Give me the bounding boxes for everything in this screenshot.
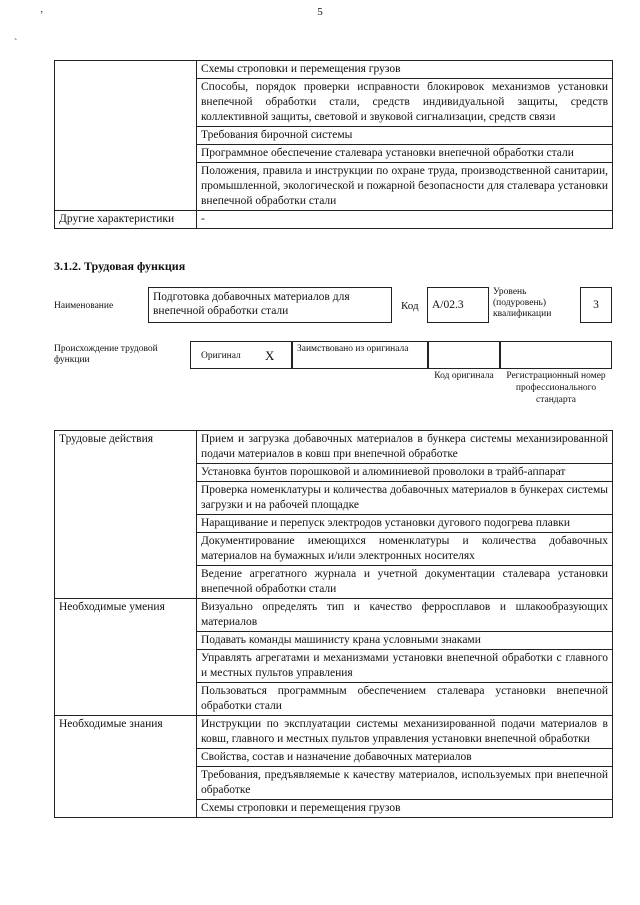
category-cell (55, 61, 197, 211)
registration-number-caption: Регистрационный номер профессионального стандарта (506, 371, 606, 405)
section-title: 3.1.2. Трудовая функция (54, 259, 186, 273)
function-name-box: Подготовка добавочных материалов для внепечной обработки стали (148, 287, 392, 323)
table-cell: Визуально определять тип и качество ферросплавов и шлакообразующих материалов (197, 599, 613, 632)
table-cell: Свойства, состав и назначение добавочных материалов (197, 749, 613, 767)
knowledge-continuation-table (54, 60, 613, 229)
table-cell: Наращивание и перепуск электродов установки дугового подогрева плавки (197, 515, 613, 533)
table-cell: Инструкции по эксплуатации системы механизированной подачи материалов в ковш, главного и местных пультов управления установки внепечной обработки (197, 716, 613, 749)
function-code-box: А/02.3 (427, 287, 489, 323)
table-cell: Требования бирочной системы (197, 127, 613, 145)
table-cell: Управлять агрегатами и механизмами установки внепечной обработки с главного и местных пультов управления (197, 650, 613, 683)
table-row (55, 61, 613, 79)
table-cell: - (197, 211, 613, 229)
original-code-caption: Код оригинала (434, 371, 494, 381)
table-cell: Требования, предъявляемые к качеству материалов, используемых при внепечной обработке (197, 767, 613, 800)
table-row (55, 431, 613, 464)
table-cell: Проверка номенклатуры и количества добавочных материалов в бункерах системы загрузки и на рабочей площадке (197, 482, 613, 515)
qualification-level-box: 3 (580, 287, 612, 323)
code-label: Код (401, 300, 419, 312)
origin-label: Происхождение трудовой функции (54, 344, 158, 365)
original-label: Оригинал (201, 351, 241, 361)
original-box (190, 341, 292, 369)
registration-number-box (500, 341, 612, 369)
margin-mark: ˋ (14, 38, 18, 49)
table-cell: Программное обеспечение сталевара установки внепечной обработки стали (197, 145, 613, 163)
table-cell: Способы, порядок проверки исправности блокировок механизмов установки внепечной обработки стали, средств индивидуальной защиты, средств коллективной защиты, световой и звуковой сигнализации, средств связи (197, 79, 613, 127)
table-cell: Схемы строповки и перемещения грузов (197, 61, 613, 79)
category-cell: Необходимые умения (55, 599, 197, 716)
table-row (55, 716, 613, 749)
table-row (55, 599, 613, 632)
table-cell: Ведение агрегатного журнала и учетной документации сталевара установки внепечной обработки стали (197, 566, 613, 599)
category-cell: Необходимые знания (55, 716, 197, 818)
table-cell: Документирование имеющихся номенклатуры и количества добавочных материалов на бумажных и/или электронных носителях (197, 533, 613, 566)
margin-mark: ʼ (40, 10, 44, 21)
page-number: 5 (317, 6, 323, 18)
table-cell: Прием и загрузка добавочных материалов в бункера системы механизированной подачи материалов в ковш при внепечной обработке (197, 431, 613, 464)
table-cell: Установка бунтов порошковой и алюминиевой проволоки в трайб-аппарат (197, 464, 613, 482)
table-cell: Схемы строповки и перемещения грузов (197, 800, 613, 818)
original-mark: X (265, 348, 275, 363)
category-cell: Трудовые действия (55, 431, 197, 599)
original-code-box (428, 341, 500, 369)
category-cell: Другие характеристики (55, 211, 197, 229)
table-cell: Положения, правила и инструкции по охране труда, производственной санитарии, промышленной, экологической и пожарной безопасности для сталевара установки внепечной обработки стали (197, 163, 613, 211)
level-label: Уровень (подуровень) квалификации (493, 287, 552, 319)
labor-function-table (54, 430, 613, 818)
table-cell: Пользоваться программным обеспечением сталевара установки внепечной обработки стали (197, 683, 613, 716)
table-row (55, 211, 613, 229)
name-label: Наименование (54, 301, 114, 311)
borrowed-box (292, 341, 428, 369)
table-cell: Подавать команды машинисту крана условными знаками (197, 632, 613, 650)
borrowed-label: Заимствовано из оригинала (297, 344, 409, 354)
